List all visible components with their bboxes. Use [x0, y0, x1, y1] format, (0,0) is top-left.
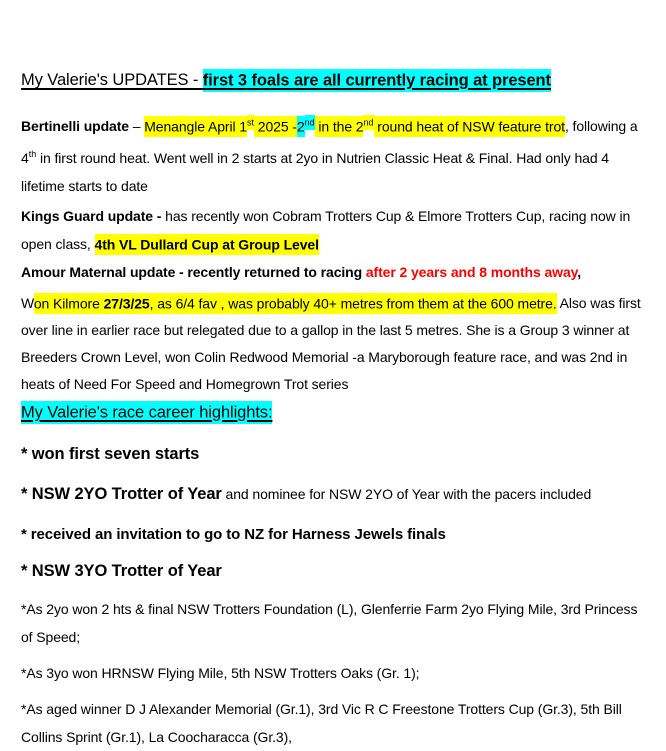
highlight-2yo-trotter-of-year — [21, 480, 648, 508]
bertinelli-yellow-run-3: in the 2 — [315, 116, 364, 137]
first-seven-starts-text: * won first seven starts — [21, 445, 200, 463]
bertinelli-update-paragraph — [21, 108, 648, 200]
bertinelli-yellow-run-4: round heat of NSW feature trot — [374, 116, 565, 137]
kings-guard-highlighted-run: 4th VL Dullard Cup at Group Level — [95, 234, 319, 255]
amour-red-run: after 2 years and 8 months away — [365, 264, 578, 280]
record-as-2yo-text: *As 2yo won 2 hts & final NSW Trotters Foundation (L), Glenferrie Farm 2yo Flying Mile, 3rd Princess of Speed; — [21, 601, 638, 645]
kilmore-plain-w: W — [21, 295, 34, 311]
bertinelli-label: Bertinelli update — [21, 118, 129, 134]
dash-separator: – — [128, 118, 145, 134]
highlight-first-seven-starts — [21, 440, 648, 468]
kilmore-yellow-run-1: on Kilmore — [34, 293, 104, 314]
kilmore-yellow-run-2: , as 6/4 fav , was probably 40+ metres from them at the 600 metre. — [150, 293, 557, 314]
superscript-st: st — [247, 115, 254, 130]
title-plain-text: My Valerie's UPDATES - — [21, 71, 203, 89]
bertinelli-plain-run-2: in first round heat. Went well in 2 starts at 2yo in Nutrien Classic Heat & Final. Had only had 4 lifetime starts to date — [21, 150, 609, 194]
race-career-heading-text: My Valerie's race career highlights: — [21, 401, 272, 424]
amour-bold-run: Amour Maternal update - recently returned to racing — [21, 264, 366, 280]
bertinelli-yellow-run-1: Menangle April 1 — [144, 116, 247, 137]
amour-comma: , — [577, 264, 582, 280]
superscript-nd-yellow: nd — [363, 115, 373, 130]
kilmore-date-bold: 27/3/25 — [104, 293, 150, 314]
nz-invitation-text: * received an invitation to go to NZ for Harness Jewels finals — [21, 526, 446, 543]
title-highlighted-text: first 3 foals are all currently racing at present — [203, 69, 551, 92]
record-as-2yo-paragraph — [21, 595, 648, 651]
record-as-aged-paragraph — [21, 695, 648, 751]
highlight-nz-invitation — [21, 520, 648, 549]
record-as-aged-text: *As aged winner D J Alexander Memorial (Gr.1), 3rd Vic R C Freestone Trotters Cup (Gr.3), 5th Bill Collins Sprint (Gr.1), La Coocharacca (Gr.3), — [21, 701, 622, 745]
kings-guard-plain-run: has recently won Cobram Trotters Cup & Elmore Trotters Cup, racing now in open class, — [21, 208, 631, 252]
kings-guard-update-paragraph — [21, 202, 648, 258]
amour-maternal-update-paragraph — [21, 258, 648, 286]
trotter-2yo-bold-text: * NSW 2YO Trotter of Year — [21, 485, 222, 503]
bertinelli-yellow-run-2: 2025 - — [254, 116, 297, 137]
kilmore-plain-run: Also was first over line in earlier race but relegated due to a gallop in the last 5 metres. She is a Group 3 winner at Breeders Crown Level, won Colin Redwood Memorial -a Maryborough feature race, and was 2nd in heats of Need For Speed and Homegrown Trot series — [21, 295, 641, 392]
trotter-2yo-rest-text: and nominee for NSW 2YO of Year with the pacers included — [221, 486, 592, 502]
bertinelli-plain-run-1: , following a 4 — [21, 118, 638, 166]
trotter-3yo-text: * NSW 3YO Trotter of Year — [21, 562, 222, 580]
highlight-3yo-trotter-of-year — [21, 557, 648, 585]
record-as-3yo-text: *As 3yo won HRNSW Flying Mile, 5th NSW Trotters Oaks (Gr. 1); — [21, 665, 420, 681]
superscript-th: th — [28, 149, 37, 159]
superscript-nd-cyan: nd — [305, 115, 315, 130]
kilmore-race-paragraph — [21, 290, 648, 398]
doc-title — [21, 66, 648, 94]
bertinelli-cyan-run: 2 — [297, 116, 305, 137]
race-career-heading — [21, 398, 648, 426]
record-as-3yo-paragraph — [21, 659, 648, 687]
kings-guard-label: Kings Guard update - — [21, 208, 166, 224]
